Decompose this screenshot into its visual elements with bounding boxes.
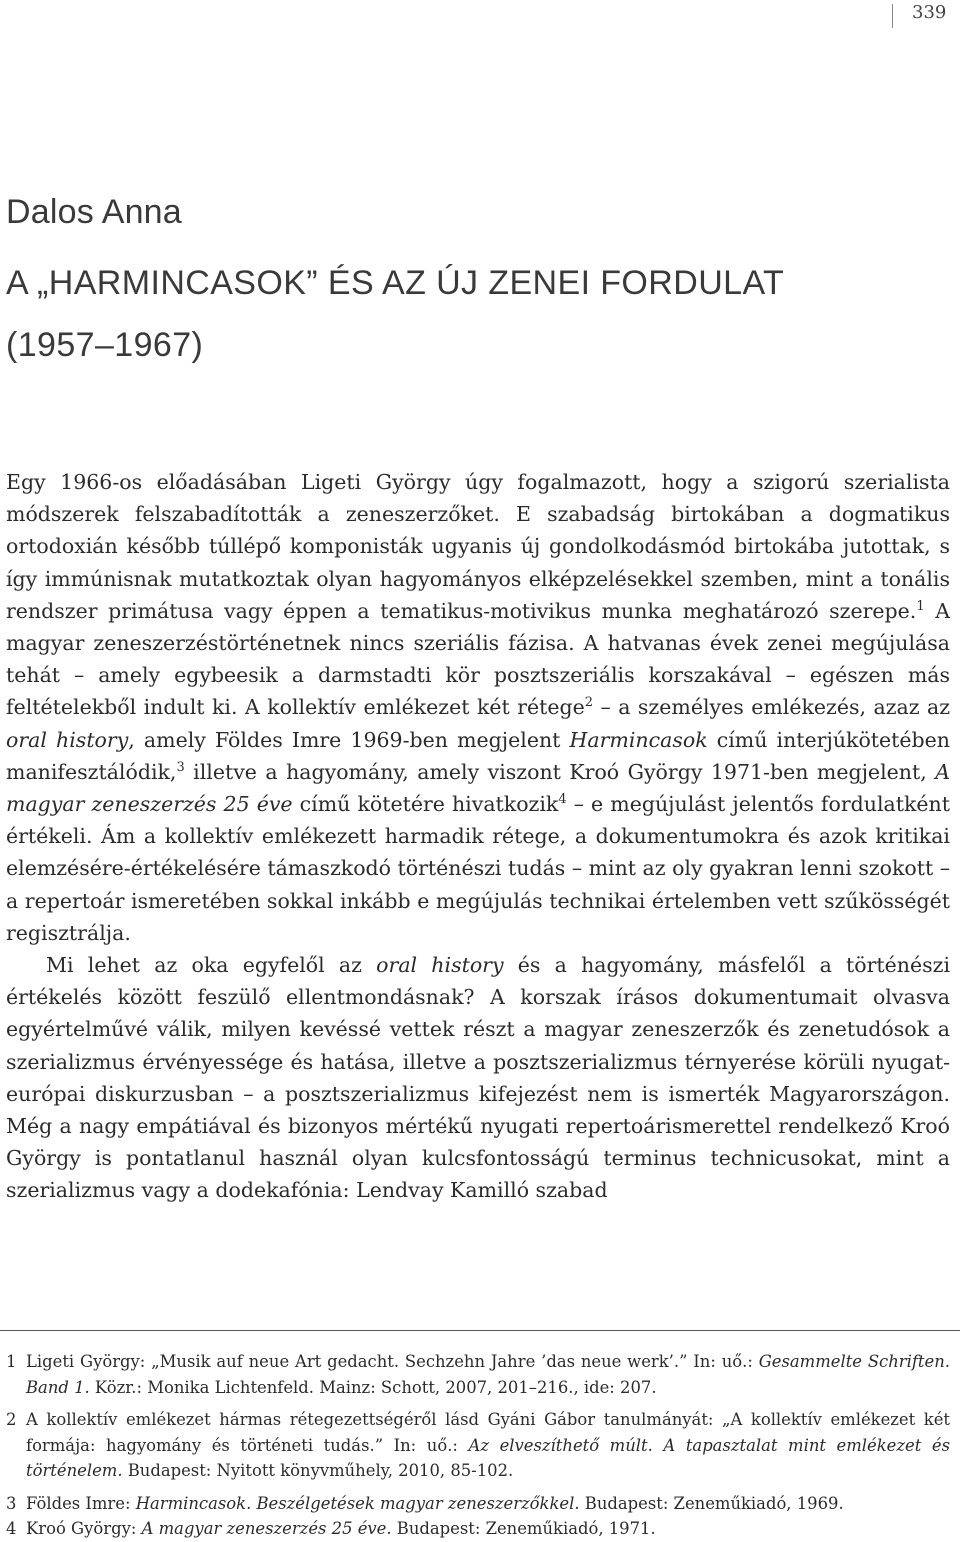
- text-run: A kollektív emlékezet hármas rétegezettségéről lásd Gyáni Gábor tanulmányát: „A kollektív emlékezet két formája: hagyomány és történeti tudás.” In: uő.:: [26, 1410, 950, 1455]
- text-run: – a személyes emlékezés, azaz az: [593, 695, 951, 720]
- text-run: és a hagyomány, másfelől a történészi értékelés között feszülő ellentmondásnak? A korszak írásos dokumentumait olvasva egyértelművé válik, milyen kevéssé vettek részt a magyar zeneszerzők és zenetudósok a szerializmus érvényessége és hatása, illetve a posztszerializmus térnyerése körüli nyugat-európai diskurzusban – a posztszerializmus kifejezést nem is ismerték Magyarországon. Még a nagy empátiával és bizonyos mértékű nyugati repertoárismerettel rendelkező Kroó György is pontatlanul használ olyan kulcsfontosságú terminus technicusokat, mint a szerializmus vagy a dodekafónia: Lendvay Kamilló szabad: [6, 953, 950, 1203]
- text-run: Budapest: Zeneműkiadó, 1969.: [579, 1493, 844, 1513]
- footnote-ref[interactable]: 4: [558, 792, 567, 808]
- text-run: A magyar zeneszerzéstörténetnek nincs szeriális fázisa. A hatvanas évek zenei megújulása tehát – amely egybeesik a darmstadti kör posztszeriális korszakával – egészen más feltételekből indult ki. A kollektív emlékezet két rétege: [6, 598, 950, 720]
- footnote-ref[interactable]: 2: [584, 695, 594, 711]
- italic-title: A magyar zeneszerzés 25 éve: [6, 759, 950, 817]
- text-run: Mi lehet az oka egyfelől az: [46, 953, 377, 978]
- article-body: [6, 466, 950, 1207]
- title-line: A „HARMINCASOK” ÉS AZ ÚJ ZENEI FORDULAT: [6, 264, 785, 302]
- text-run: illetve a hagyomány, amely viszont Kroó György 1971-ben megjelent,: [184, 759, 936, 784]
- author-name: Dalos Anna: [6, 193, 182, 231]
- italic-title: Harmincasok: [569, 727, 708, 752]
- footnote: [6, 1407, 950, 1484]
- italic-title: Harmincasok. Beszélgetések magyar zeneszerzőkkel.: [135, 1493, 580, 1513]
- italic-term: oral history: [6, 727, 129, 752]
- footnote: [6, 1491, 950, 1517]
- footnote-ref[interactable]: 3: [176, 760, 185, 775]
- footnote-number: 4: [6, 1519, 17, 1538]
- page-number: 339: [912, 2, 947, 23]
- text-run: , amely Földes Imre 1969-ben megjelent: [128, 727, 570, 752]
- paragraph: [6, 466, 950, 949]
- text-run: Egy 1966-os előadásában Ligeti György úgy fogalmazott, hogy a szigorú szerialista módszerek felszabadították a zeneszerzőket. E szabadság birtokában a dogmatikus ortodoxián később túllépő komponisták ugyanis új gondolkodásmód birtokába jutottak, s így immúnisnak mutatkoztak olyan hagyományos elképzelésekkel szemben, mint a tonális rendszer primátusa vagy éppen a tematikus-motivikus munka meghatározó szerepe.: [6, 470, 950, 623]
- title-line: (1957–1967): [6, 326, 204, 364]
- footnote-separator: [0, 1330, 960, 1331]
- text-run: című interjúkötetében manifesztálódik,: [6, 727, 950, 784]
- text-run: Ligeti György: „Musik auf neue Art gedacht. Sechzehn Jahre ’das neue werk’.” In: uő.:: [26, 1352, 759, 1371]
- text-run: Földes Imre:: [26, 1493, 136, 1513]
- italic-title: Az elveszíthető múlt. A tapasztalat mint emlékezet és történelem.: [26, 1435, 950, 1480]
- text-run: Közr.: Monika Lichtenfeld. Mainz: Schott, 2007, 201–216., ide: 207.: [89, 1377, 657, 1397]
- text-run: Budapest: Nyitott könyvműhely, 2010, 85-102.: [122, 1461, 514, 1480]
- text-run: – e megújulást jelentős fordulatként értékeli. Ám a kollektív emlékezett harmadik rétege, a dokumentumokra és azok kritikai elemzésére-értékelésére támaszkodó történészi tudás – mint az oly gyakran lenni szokott – a repertoár ismeretében sokkal inkább e megújulás technikai értelemben vett szűkösségét regisztrálja.: [6, 792, 951, 945]
- footnote-ref[interactable]: 1: [916, 598, 925, 614]
- footnote: [6, 1516, 950, 1542]
- text-run: című kötetére hivatkozik: [292, 792, 559, 817]
- text-run: Kroó György:: [26, 1519, 142, 1538]
- footnote: [6, 1349, 950, 1400]
- footnote-number: 3: [6, 1493, 17, 1513]
- footnotes: [6, 1349, 950, 1542]
- italic-title: A magyar zeneszerzés 25 éve.: [141, 1519, 392, 1538]
- paragraph: [6, 949, 950, 1207]
- italic-title: Gesammelte Schriften. Band 1.: [26, 1352, 950, 1397]
- page-number-rule: [892, 4, 893, 28]
- italic-term: oral history: [376, 953, 504, 978]
- article-title: [6, 252, 784, 376]
- footnote-number: 2: [6, 1410, 17, 1429]
- footnote-number: 1: [6, 1352, 17, 1371]
- text-run: Budapest: Zeneműkiadó, 1971.: [391, 1519, 656, 1538]
